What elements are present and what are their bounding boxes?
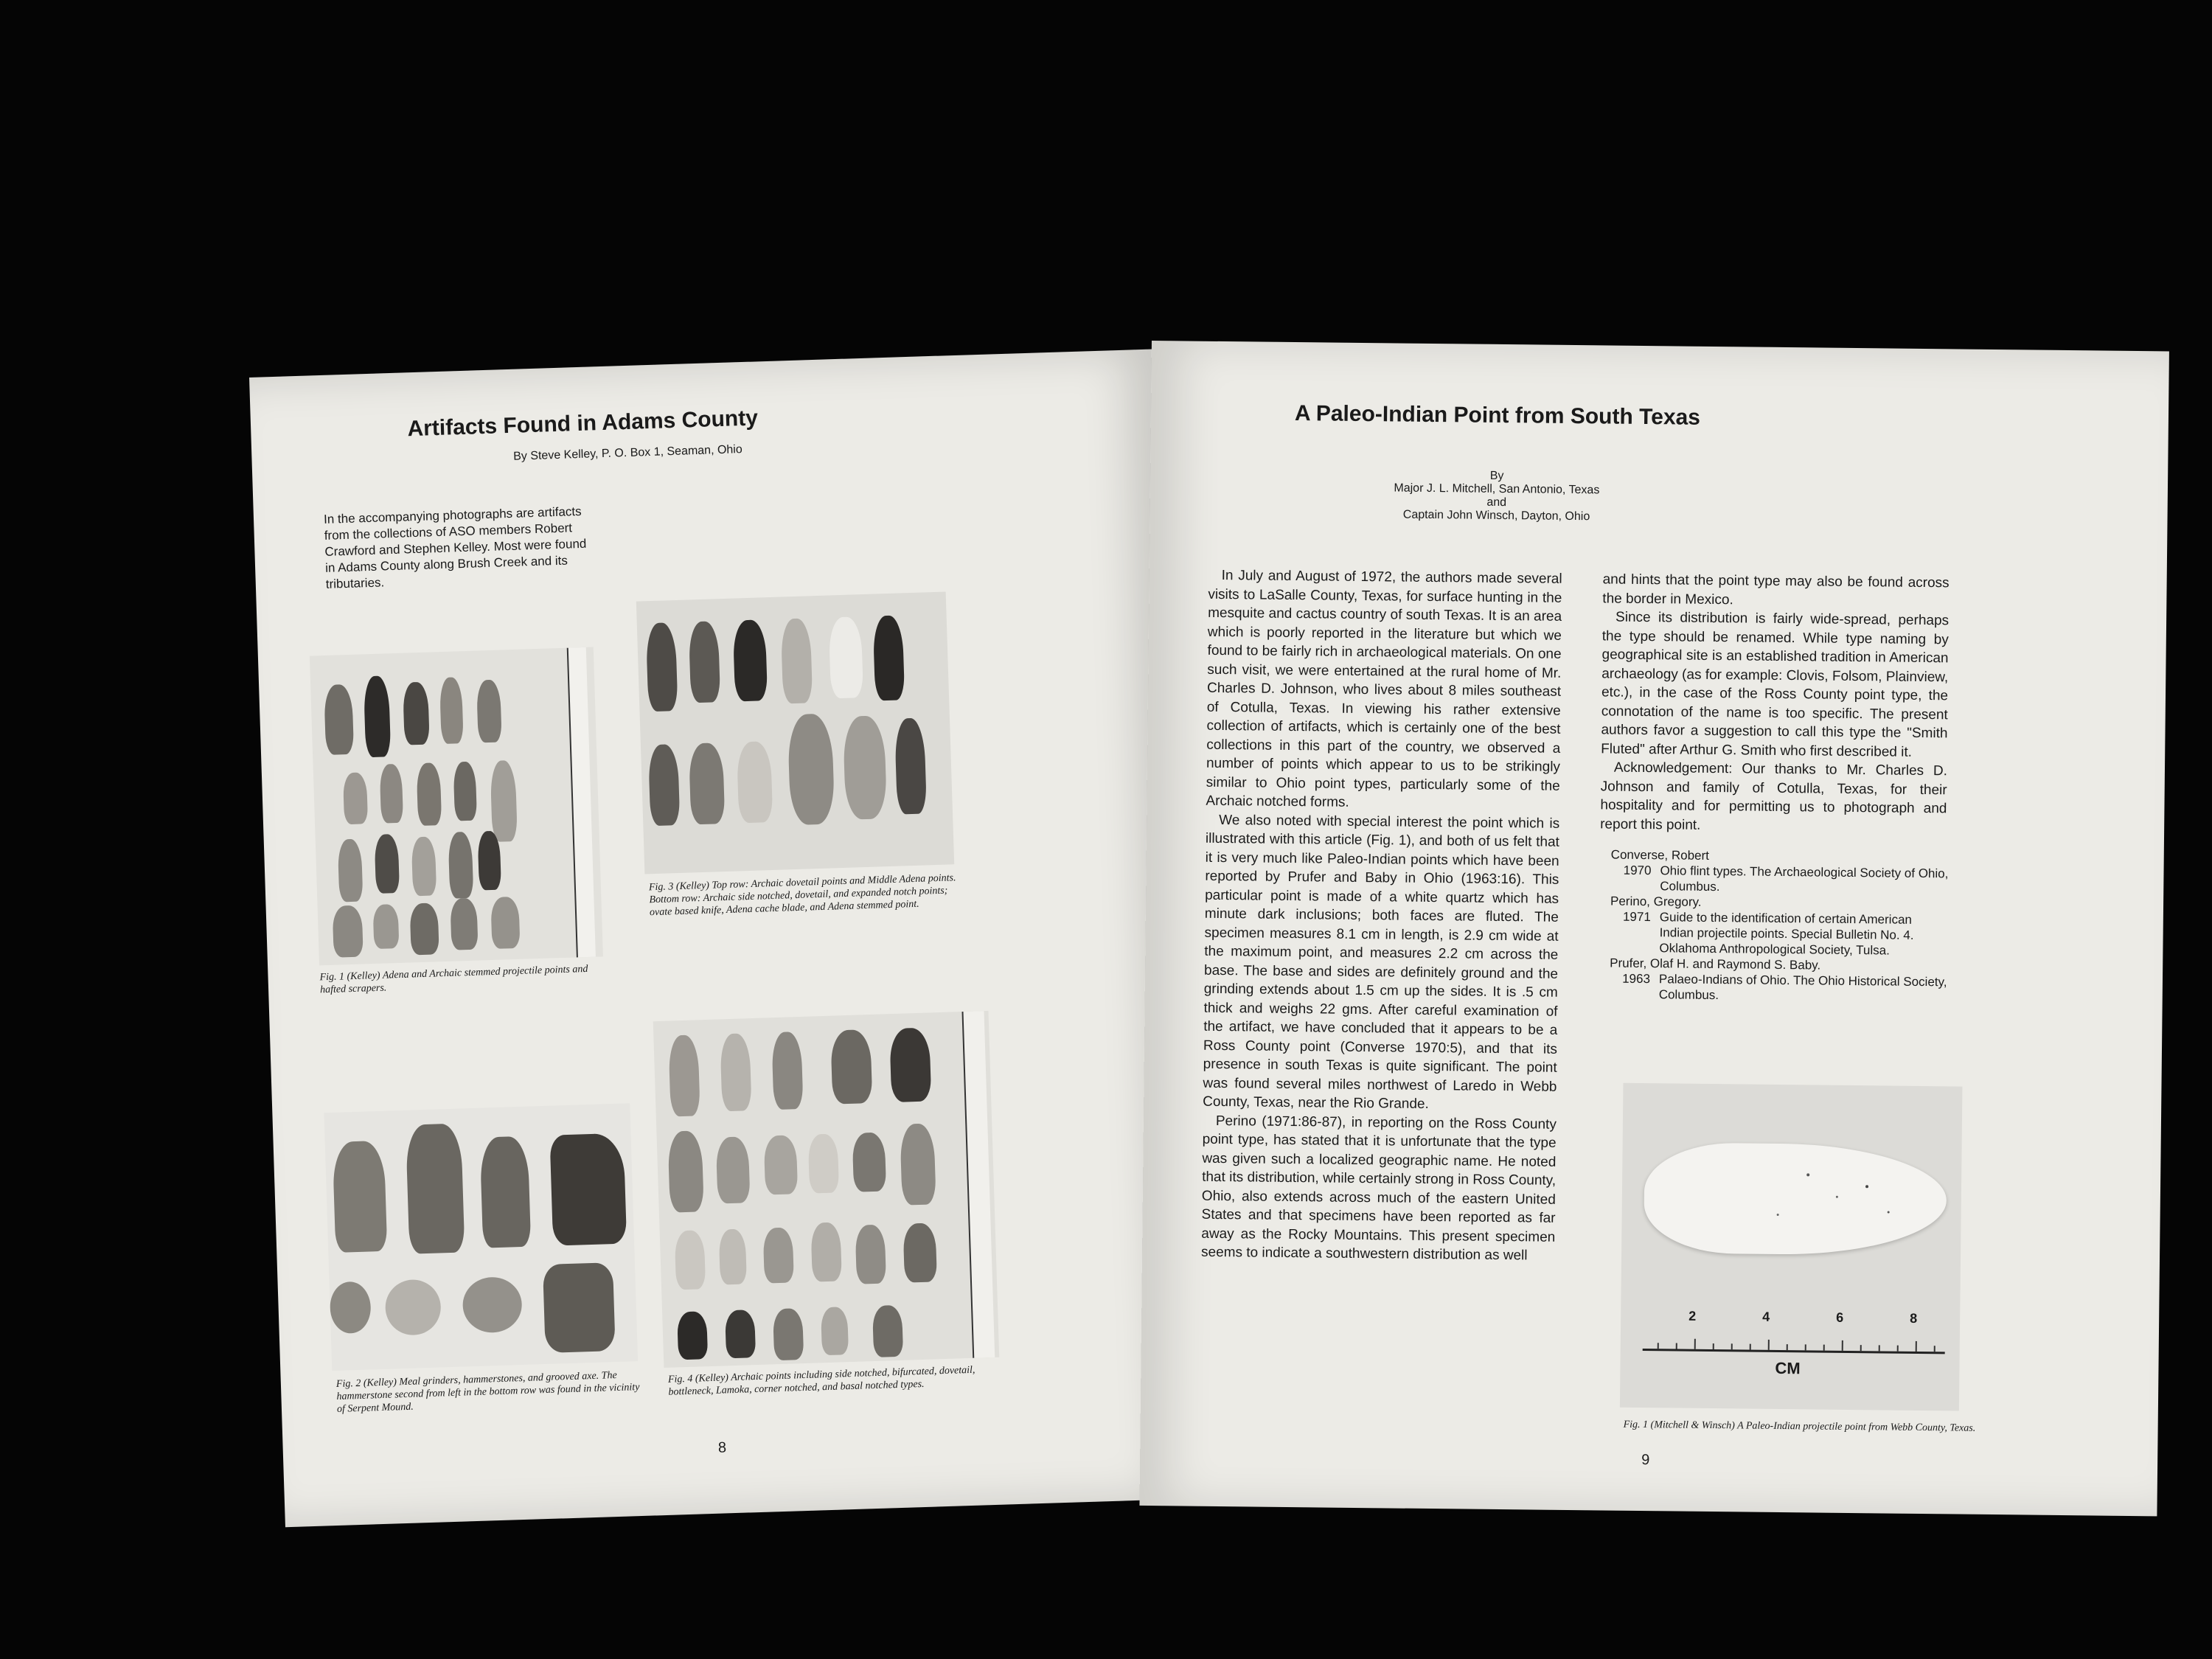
- ref-author: Converse, Robert: [1610, 847, 1710, 863]
- by-label: By: [1489, 469, 1504, 483]
- fig1-photo: [310, 647, 603, 966]
- fig3-caption: Fig. 3 (Kelley) Top row: Archaic dovetail points and Middle Adena points. Bottom row: Archaic side notched, dovetail, and expanded notch points; ovate based knife, Adena cache blade, and Adena stemmed point.: [648, 872, 956, 919]
- ruler-unit: CM: [1775, 1358, 1801, 1378]
- author-2: Captain John Winsch, Dayton, Ohio: [1402, 508, 1590, 524]
- fig2-photo: [324, 1103, 638, 1371]
- fig4-photo: [653, 1011, 1000, 1368]
- fig2-caption: Fig. 2 (Kelley) Meal grinders, hammerstones, and grooved axe. The hammerstone second from left in the bottom row was found in the vicinity of Serpent Mound.: [335, 1370, 640, 1415]
- paragraph: In July and August of 1972, the authors made several visits to LaSalle County, Texas, for surface hunting in the mesquite and cactus country of south Texas. It is an area which is poorly reported in the literature but which we found to be fairly rich in archaeological materials. On one such visit, we were entertained at the rural home of Mr. Charles D. Johnson, who lives about 8 miles southeast of Cotulla, Texas. In viewing his rather extensive collection of artifacts, which is certainly one of the best collections in this part of the country, we observed a number of points which appear to us to be strikingly similar to Ohio point types, particularly some of the Archaic notched forms.: [1206, 568, 1562, 810]
- paragraph: We also noted with special interest the point which is illustrated with this article (Fig. 1), and both of us felt that it is very much like Paleo-Indian points which have been reported by Prufer and Baby in Ohio (1963:16). This particular point is made of a white quartz which has minute dark inclusions; both faces are fluted. The specimen measures 8.1 cm in length, is 2.9 cm wide at the maximum point, and measures 2.2 cm across the base. The base and sides are definitely ground and the grinding extends about 1.5 cm up the sides. It is .5 cm thick and weighs 22 gms. After careful examination of the artifact, we have concluded that it appears to be a Ross County point (Converse 1970:5), and that its presence in south Texas is quite significant. The point was found several miles northwest of Laredo in Webb County, Texas, near the Rio Grande.: [1203, 812, 1560, 1112]
- ref-entry: [1610, 971, 1949, 1006]
- paragraph: Since its distribution is fairly wide-spread, perhaps the type should be renamed. While type naming by geographical site is an established tradition in American archaeology (as for example: Clovis, Folsom, Plainview, etc.), in the case of the Ross County point type, the connotation of the name is too specific. The present authors favor a suggestion to call this type the "Smith Fluted" after Arthur G. Smith who first described it.: [1601, 609, 1950, 760]
- ref-author: Perino, Gregory.: [1610, 894, 1702, 909]
- byline-left: By Steve Kelley, P. O. Box 1, Seaman, Ohio: [512, 443, 743, 463]
- and-label: and: [1486, 495, 1507, 509]
- byline-right: [1385, 468, 1607, 524]
- author-1: Major J. L. Mitchell, San Antonio, Texas: [1394, 481, 1600, 497]
- ruler-label: 4: [1762, 1309, 1770, 1324]
- paleo-point-photo: [1620, 1083, 1963, 1411]
- page-number-right: 9: [1641, 1452, 1650, 1469]
- article-title-right: A Paleo-Indian Point from South Texas: [1294, 401, 1701, 430]
- ref-entry: [1610, 863, 1950, 897]
- ref-year: 1971: [1622, 909, 1651, 925]
- text-column-2: [1600, 570, 1950, 837]
- page-number-left: 8: [717, 1439, 727, 1456]
- ruler-label: 8: [1910, 1310, 1918, 1326]
- fig1-caption: Fig. 1 (Kelley) Adena and Archaic stemmed projectile points and hafted scrapers.: [319, 963, 588, 996]
- text-column-1: [1201, 566, 1562, 1265]
- ruler-label: 2: [1688, 1308, 1697, 1324]
- fig3-photo: [636, 591, 954, 874]
- ref-year: 1963: [1622, 971, 1651, 987]
- paragraph: Acknowledgement: Our thanks to Mr. Charles D. Johnson and family of Cotulla, Texas, for their hospitality and for permitting us to photograph and report this point.: [1600, 759, 1948, 833]
- article-title-left: Artifacts Found in Adams County: [406, 406, 759, 442]
- ref-text: Guide to the identification of certain American Indian projectile points. Special Bulletin No. 4. Oklahoma Anthropological Society, Tulsa.: [1659, 910, 1914, 958]
- fig1-caption-right: Fig. 1 (Mitchell & Winsch) A Paleo-Indian projectile point from Webb County, Texas.: [1623, 1419, 1976, 1434]
- paragraph: Perino (1971:86-87), in reporting on the Ross County point type, has stated that it is unfortunate that the type was given such a localized geographic name. He noted that its distribution, while certainly strong in Ross County, Ohio, also extends across much of the eastern United States and that specimens have been reported as far away as the Rocky Mountains. This present specimen seems to indicate a southwestern distribution as well: [1200, 1113, 1557, 1264]
- ref-text: Ohio flint types. The Archaeological Society of Ohio, Columbus.: [1660, 863, 1949, 894]
- right-page: [1139, 341, 2168, 1516]
- ref-entry: [1610, 909, 1950, 959]
- ref-author: Prufer, Olaf H. and Raymond S. Baby.: [1610, 956, 1821, 973]
- fig4-caption: Fig. 4 (Kelley) Archaic points including side notched, bifurcated, dovetail, bottleneck, Lamoka, corner notched, and basal notched types.: [667, 1364, 975, 1398]
- paleo-point: [1644, 1142, 1947, 1256]
- intro-paragraph: In the accompanying photographs are artifacts from the collections of ASO members Robert Crawford and Stephen Kelley. Most were found in Adams County along Brush Creek and its tributaries.: [323, 504, 587, 591]
- ruler-label: 6: [1836, 1310, 1844, 1325]
- ref-text: Palaeo-Indians of Ohio. The Ohio Historical Society, Columbus.: [1658, 972, 1947, 1003]
- paragraph: and hints that the point type may also be found across the border in Mexico.: [1602, 571, 1950, 608]
- references: [1610, 847, 1950, 1006]
- left-page: [249, 349, 1192, 1527]
- cm-ruler: [1643, 1326, 1945, 1354]
- ref-year: 1970: [1623, 863, 1652, 878]
